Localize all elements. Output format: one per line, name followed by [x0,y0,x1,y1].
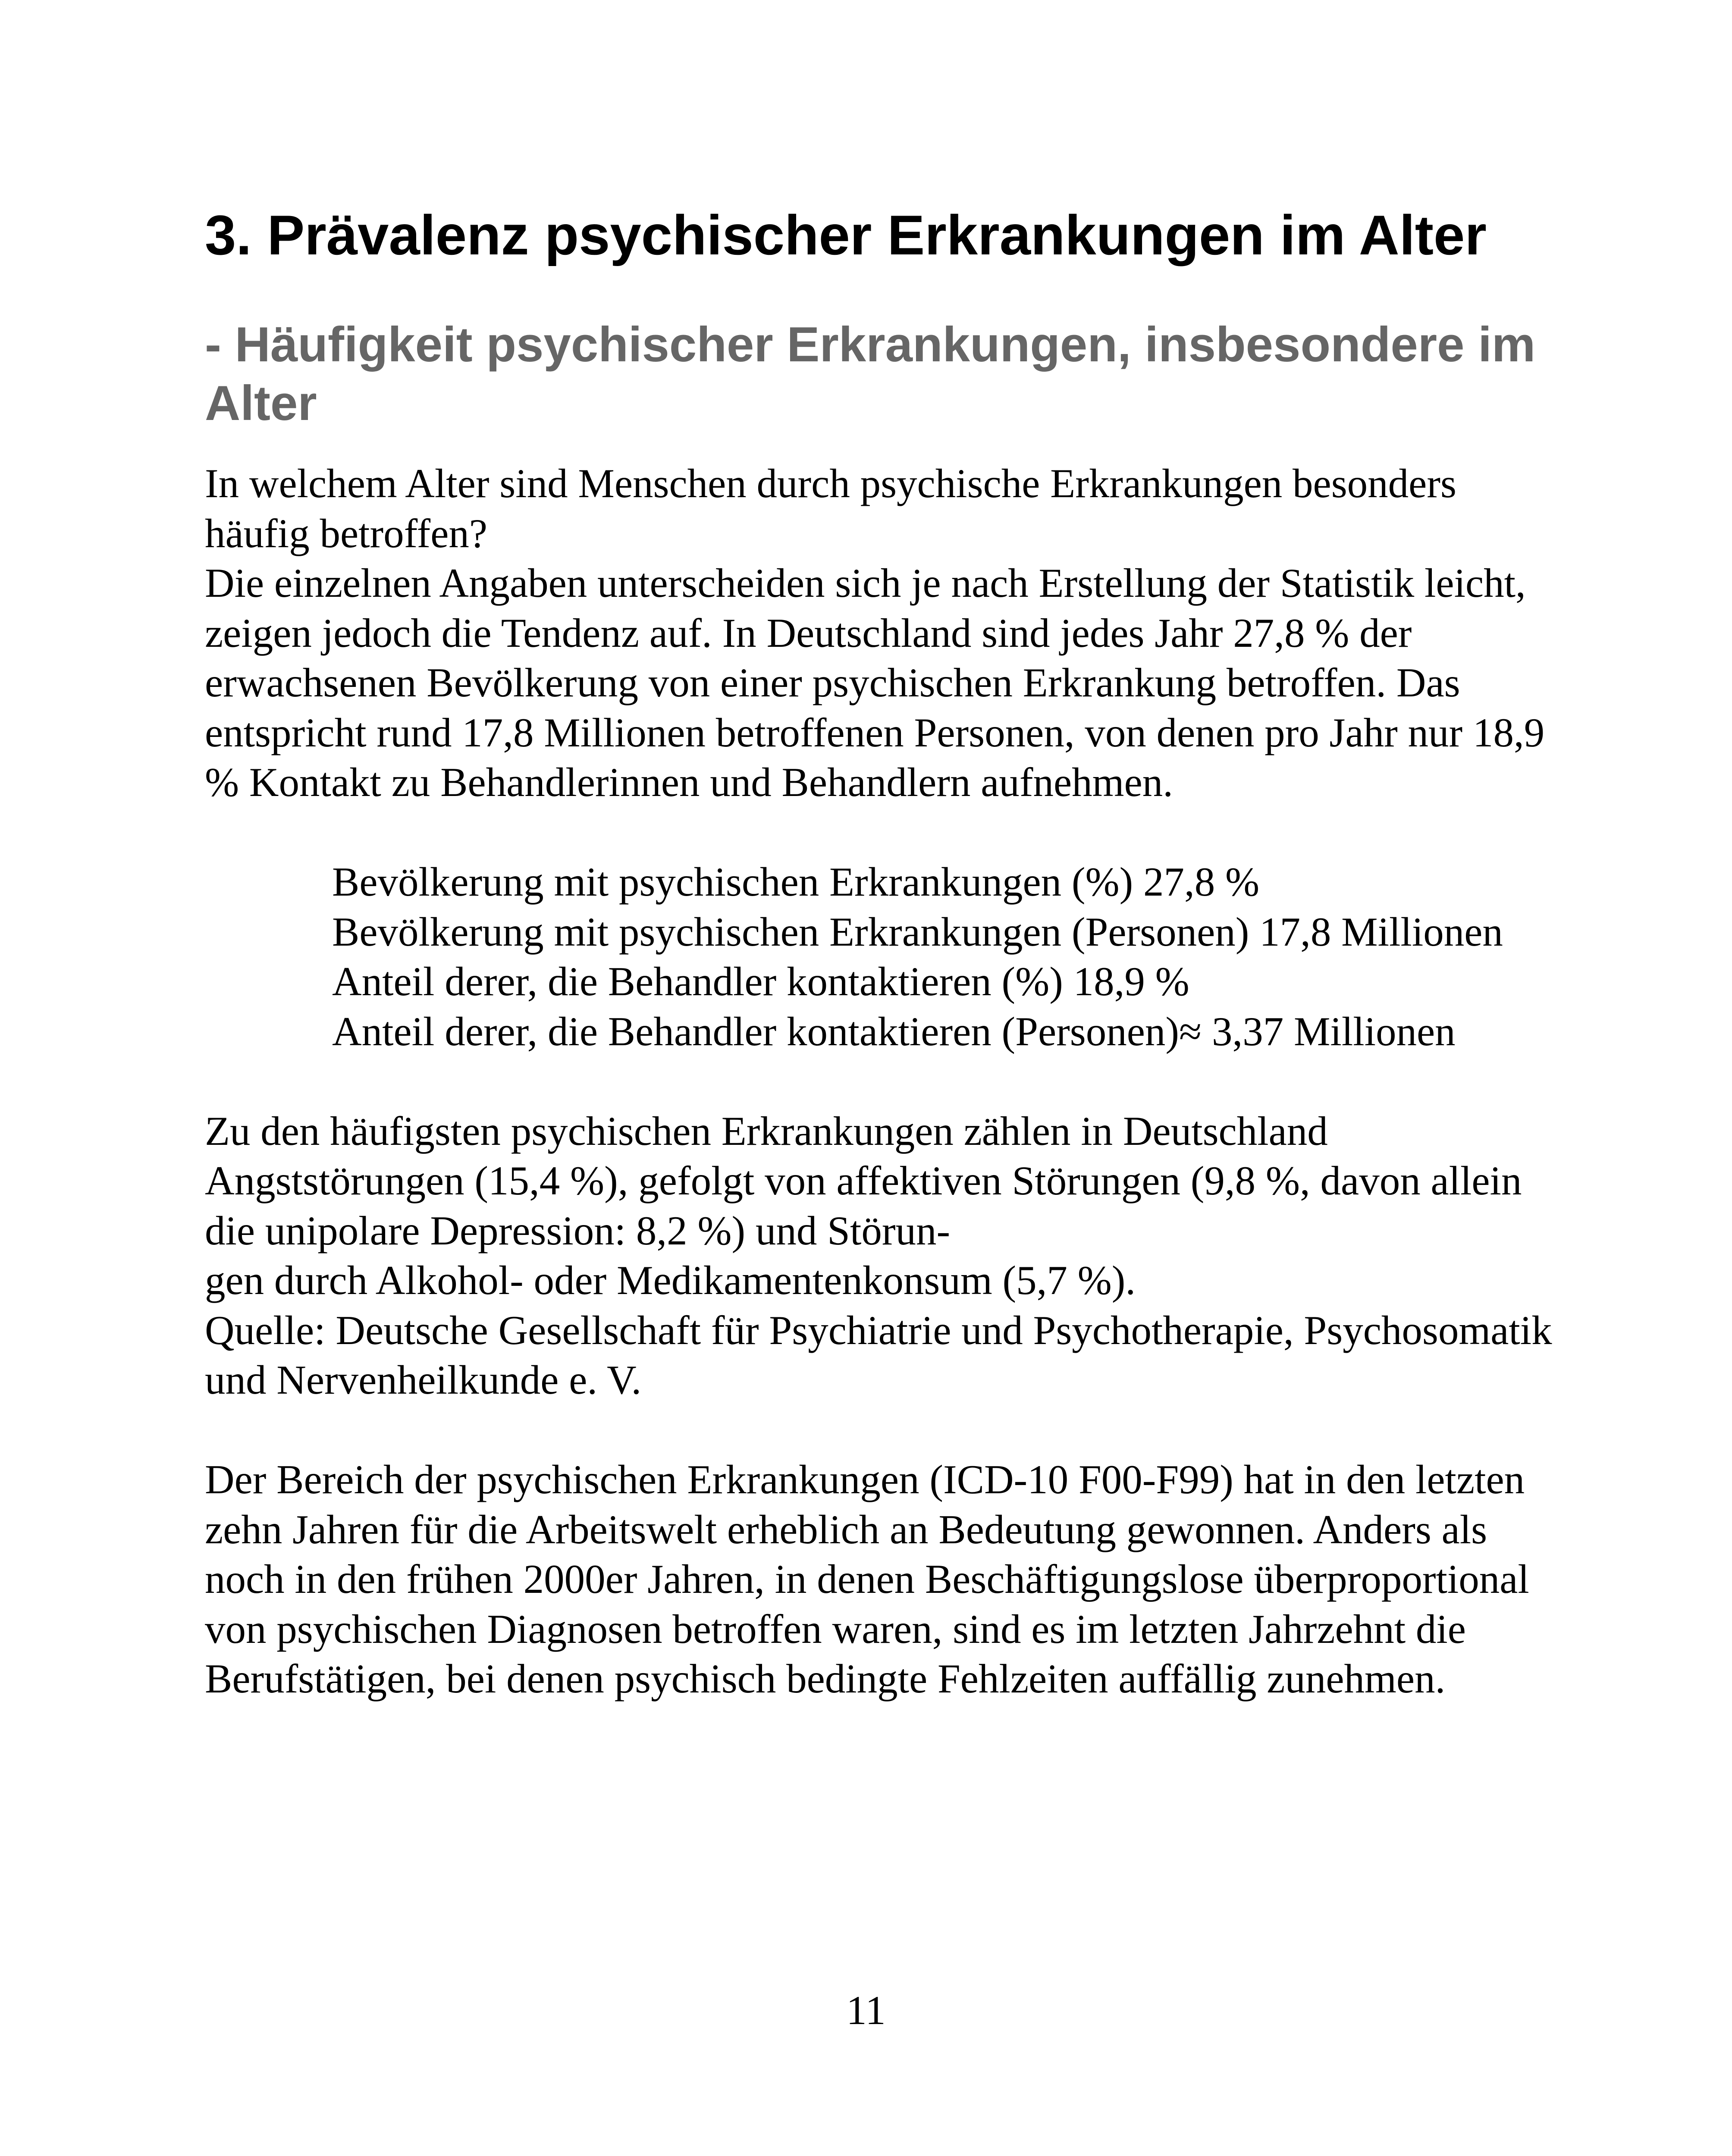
work-paragraph: Der Bereich der psychischen Erkrankungen (ICD-10 F00-F99) hat in den letzten zehn Jahren für die Arbeitswelt erheblich an Bedeutung gewonnen. Anders als noch in den frühen 2000er Jahren, in denen Beschäftigungslose überproportional von psychischen Diagnosen betroffen waren, sind es im letzten Jahrzehnt die Berufstätigen, bei denen psychisch bedingte Fehlzeiten auffällig zunehmen. [205,1457,1529,1702]
paragraph-spacer [205,1056,1555,1106]
source-citation: Quelle: Deutsche Gesellschaft für Psychiatrie und Psychotherapie, Psychosomatik und Nervenheilkunde e. V. [205,1307,1552,1403]
intro-question: In welchem Alter sind Menschen durch psychische Erkrankungen besonders häufig betroffen? [205,461,1456,556]
body-text [205,459,1555,1704]
intro-paragraph: Die einzelnen Angaben unterscheiden sich je nach Erstellung der Statistik leicht, zeigen jedoch die Tendenz auf. In Deutschland sind jedes Jahr 27,8 % der erwachsenen Bevölkerung von einer psychischen Erkrankung betroffen. Das entspricht rund 17,8 Millionen betroffenen Personen, von denen pro Jahr nur 18,9 % Kontakt zu Behandlerinnen und Behandlern aufnehmen. [205,560,1545,805]
paragraph-spacer [205,1405,1555,1455]
stat-line: Anteil derer, die Behandler kontaktieren (%) 18,9 % [332,959,1189,1004]
chapter-heading: 3. Prävalenz psychischer Erkrankungen im Alter [205,204,1487,266]
stat-line: Bevölkerung mit psychischen Erkrankungen (Personen) 17,8 Millionen [332,909,1503,955]
page-content [205,203,1555,1704]
stat-line: Anteil derer, die Behandler kontaktieren (Personen)≈ 3,37 Millionen [332,1008,1456,1054]
common-disorders-continuation: gen durch Alkohol- oder Medikamentenkonsum (5,7 %). [205,1257,1136,1303]
stat-line: Bevölkerung mit psychischen Erkrankungen (%) 27,8 % [332,859,1260,905]
page-number: 11 [846,1987,886,2033]
common-disorders-text: Zu den häufigsten psychischen Erkrankungen zählen in Deutschland Angststörungen (15,4 %), gefolgt von affektiven Störungen (9,8 %, davon allein die unipolare Depression: 8,2 %) und Störun- [205,1108,1522,1253]
section-subheading: - Häufigkeit psychischer Erkrankungen, insbesondere im Alter [205,317,1536,431]
paragraph-spacer [205,808,1555,858]
